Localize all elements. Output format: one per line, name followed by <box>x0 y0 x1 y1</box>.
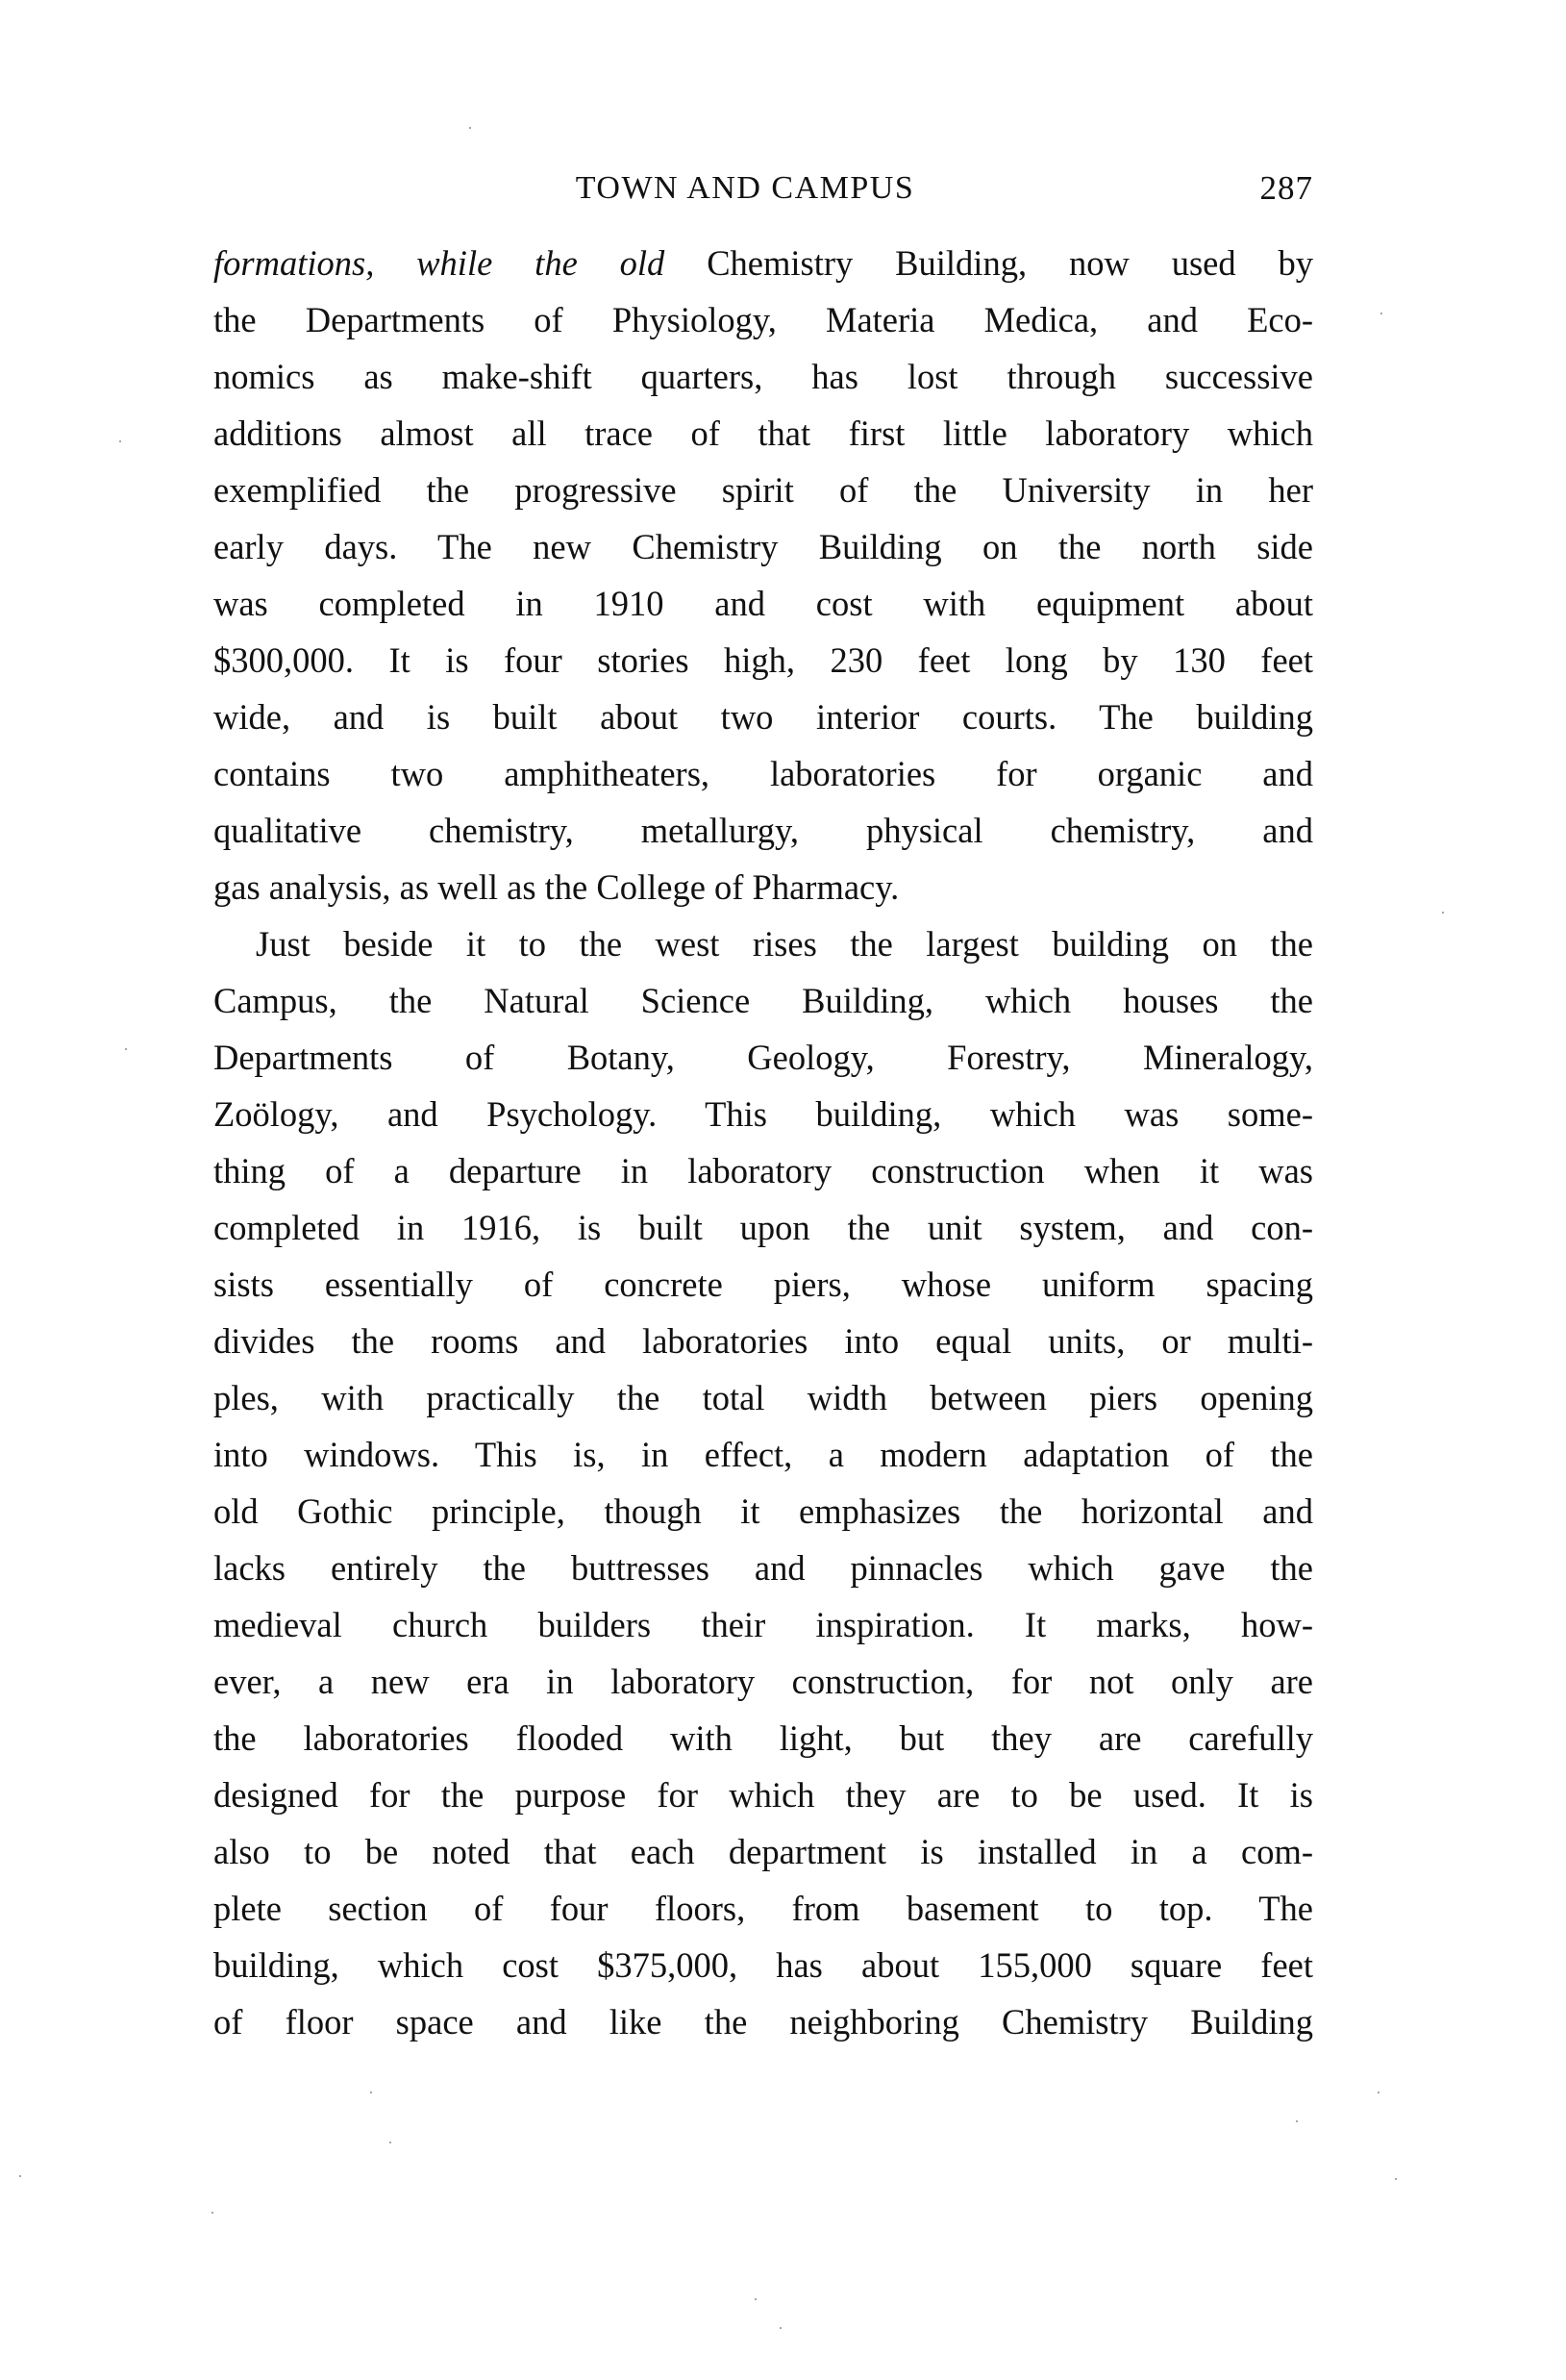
scan-speck <box>1395 2178 1397 2180</box>
text-line-indented: Just beside it to the west rises the largest building on the <box>256 924 1313 964</box>
scan-speck <box>389 2142 391 2143</box>
scan-speck <box>19 2175 21 2177</box>
text-line: plete section of four floors, from basement to top. The <box>213 1889 1313 1928</box>
text-line: contains two amphitheaters, laboratories for organic and <box>213 754 1313 793</box>
text-line: sists essentially of concrete piers, whose uniform spacing <box>213 1265 1313 1304</box>
text-line: the Departments of Physiology, Materia Medica, and Eco- <box>213 300 1313 339</box>
scan-speck <box>1380 313 1382 314</box>
text-line: Zoölogy, and Psychology. This building, which was some- <box>213 1094 1313 1134</box>
text-line: wide, and is built about two interior courts. The building <box>213 697 1313 737</box>
text-line: qualitative chemistry, metallurgy, physical chemistry, and <box>213 811 1313 850</box>
text-line: designed for the purpose for which they are to be used. It is <box>213 1775 1313 1815</box>
text-run: Chemistry Building, now used by <box>664 243 1314 283</box>
text-line: ever, a new era in laboratory construction, for not only are <box>213 1662 1313 1701</box>
text-line: the laboratories flooded with light, but they are carefully <box>213 1718 1313 1758</box>
running-header <box>213 169 1313 208</box>
text-line: exemplified the progressive spirit of the University in her <box>213 470 1313 510</box>
text-line: of floor space and like the neighboring Chemistry Building <box>213 2002 1313 2042</box>
text-line: Campus, the Natural Science Building, which houses the <box>213 981 1313 1020</box>
text-line: ples, with practically the total width between piers opening <box>213 1378 1313 1417</box>
paragraph <box>213 922 1313 2057</box>
text-line: $300,000. It is four stories high, 230 feet long by 130 feet <box>213 640 1313 680</box>
page-number: 287 <box>1259 169 1313 207</box>
scan-speck <box>119 440 121 442</box>
text-line: building, which cost $375,000, has about 155,000 square feet <box>213 1945 1313 1985</box>
italic-run: formations, while the old <box>213 243 665 283</box>
scan-speck <box>1378 2092 1380 2093</box>
text-line <box>213 241 1313 298</box>
running-title: TOWN AND CAMPUS <box>575 170 915 206</box>
text-line: thing of a departure in laboratory construction when it was <box>213 1151 1313 1190</box>
text-line: medieval church builders their inspiration. It marks, how- <box>213 1605 1313 1644</box>
text-line: completed in 1916, is built upon the unit system, and con- <box>213 1208 1313 1247</box>
text-line: into windows. This is, in effect, a modern adaptation of the <box>213 1435 1313 1474</box>
text-line: also to be noted that each department is installed in a com- <box>213 1832 1313 1871</box>
body-text <box>213 241 1313 2057</box>
text-line: old Gothic principle, though it emphasizes the horizontal and <box>213 1491 1313 1531</box>
scan-speck <box>125 1048 127 1050</box>
text-line: nomics as make-shift quarters, has lost through successive <box>213 357 1313 396</box>
text-line: divides the rooms and laboratories into equal units, or multi- <box>213 1321 1313 1361</box>
text-line: was completed in 1910 and cost with equipment about <box>213 584 1313 623</box>
text-line: lacks entirely the buttresses and pinnacles which gave the <box>213 1548 1313 1588</box>
text-line: early days. The new Chemistry Building on the north side <box>213 527 1313 566</box>
scan-speck <box>1296 2120 1298 2122</box>
scan-speck <box>780 2327 782 2329</box>
scan-speck <box>755 2298 757 2300</box>
scan-speck <box>1442 912 1444 914</box>
scan-speck <box>370 2092 372 2093</box>
paragraph-continued <box>213 241 1313 922</box>
scan-speck <box>211 2212 213 2214</box>
text-line: Departments of Botany, Geology, Forestry, Mineralogy, <box>213 1038 1313 1077</box>
text-line-paragraph-end: gas analysis, as well as the College of Pharmacy. <box>213 867 900 907</box>
scan-speck <box>469 127 471 129</box>
text-line: additions almost all trace of that first little laboratory which <box>213 413 1313 453</box>
